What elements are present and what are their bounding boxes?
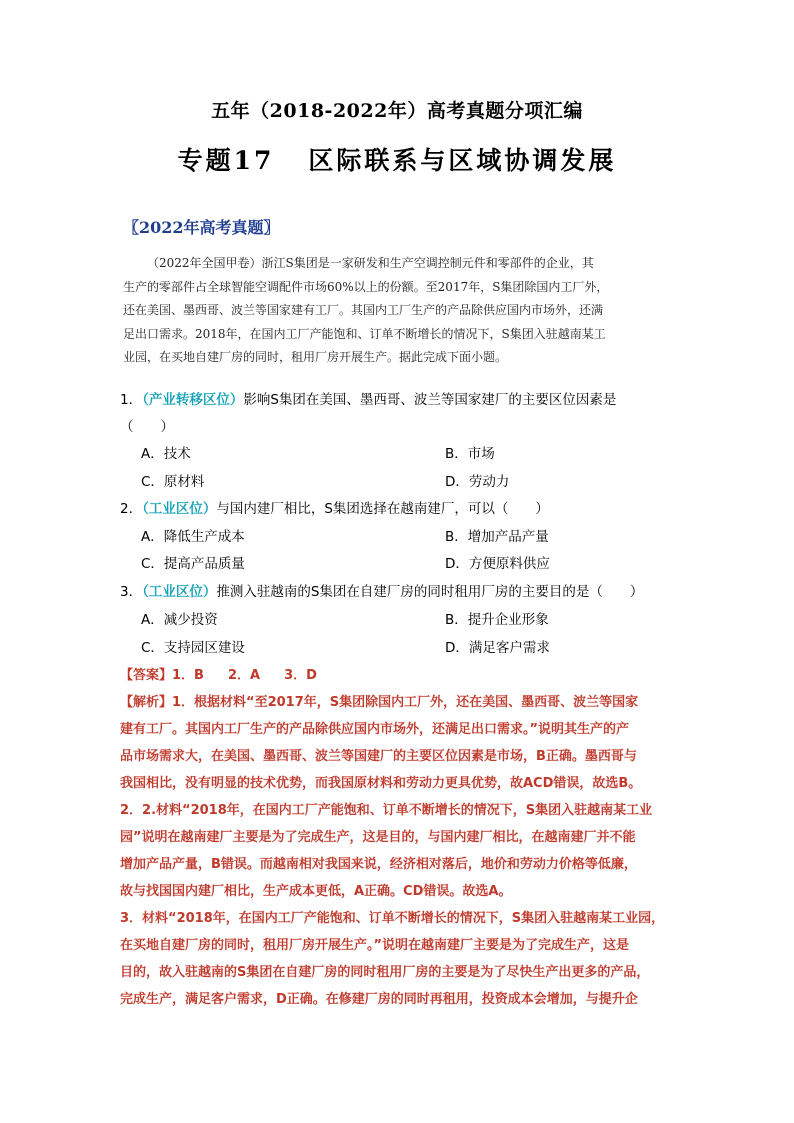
question-tag: （工业区位） xyxy=(142,501,217,517)
passage-line: 生产的零部件占全球智能空调配件市场60%以上的份额。至2017年，S集团除国内工厂外， xyxy=(123,279,609,294)
question-1 xyxy=(120,388,616,408)
option-c: C．支持园区建设 xyxy=(141,640,245,656)
option-a: A．技术 xyxy=(141,446,191,462)
section-heading: 〖2022年高考真题〗 xyxy=(123,218,280,237)
question-stem: 影响S集团在美国、墨西哥、波兰等国家建厂的主要区位因素是 xyxy=(243,392,617,408)
question-stem: 与国内建厂相比，S集团选择在越南建厂，可以（ ） xyxy=(216,501,549,517)
option-b: B．提升企业形象 xyxy=(445,612,549,628)
analysis-block xyxy=(120,689,685,1013)
question-number: 1． xyxy=(120,392,143,408)
analysis-line: 完成生产，满足客户需求，D正确。在修建厂房的同时再租用，投资成本会增加，与提升企 xyxy=(120,992,638,1007)
option-c: C．原材料 xyxy=(141,474,205,490)
analysis-line: 品市场需求大，在美国、墨西哥、波兰等国建厂的主要区位因素是市场，B正确。墨西哥与 xyxy=(120,749,637,764)
analysis-line: 3．材料“2018年，在国内工厂产能饱和、订单不断增长的情况下，S集团入驻越南某工业园， xyxy=(120,911,665,926)
analysis-line: 【解析】1．根据材料“至2017年，S集团除国内工厂外，还在美国、墨西哥、波兰等国家 xyxy=(120,695,639,710)
passage-line: （2022年全国甲卷）浙江S集团是一家研发和生产空调控制元件和零部件的企业，其 xyxy=(147,256,594,270)
answer-item: 3．D xyxy=(284,668,317,683)
option-a: A．降低生产成本 xyxy=(141,529,245,545)
question-number: 3． xyxy=(120,584,143,600)
analysis-line: 在买地自建厂房的同时，租用厂房开展生产。”说明在越南建厂主要是为了完成生产，这是 xyxy=(120,938,630,953)
passage-line: 足出口需求。2018年，在国内工厂产能饱和、订单不断增长的情况下，S集团入驻越南某工 xyxy=(123,326,606,341)
option-d: D．方便原料供应 xyxy=(445,556,550,572)
option-d: D．劳动力 xyxy=(445,474,510,490)
option-b: B．增加产品产量 xyxy=(445,529,549,545)
question-number: 2． xyxy=(120,501,143,517)
topic-title xyxy=(0,141,794,177)
topic-number: 专题17 xyxy=(177,146,275,175)
passage-line: 还在美国、墨西哥、波兰等国家建有工厂。其国内工厂生产的产品除供应国内市场外，还满 xyxy=(123,303,604,318)
analysis-line: 我国相比，没有明显的技术优势，而我国原材料和劳动力更具优势，故ACD错误，故选B。 xyxy=(120,776,642,791)
question-3 xyxy=(120,580,643,600)
answer-item: 1．B xyxy=(172,668,204,683)
doc-title: 五年（2018-2022年）高考真题分项汇编 xyxy=(211,100,583,122)
analysis-line: 目的，故入驻越南的S集团在自建厂房的同时租用厂房的主要是为了尽快生产出更多的产品， xyxy=(120,965,650,980)
question-stem: 推测入驻越南的S集团在自建厂房的同时租用厂房的主要目的是（ ） xyxy=(216,584,644,600)
option-d: D．满足客户需求 xyxy=(445,640,550,656)
option-b: B．市场 xyxy=(445,446,495,462)
answer-label: 【答案】 xyxy=(120,668,173,683)
analysis-line: 增加产品产量，B错误。而越南相对我国来说，经济相对落后，地价和劳动力价格等低廉， xyxy=(120,857,637,872)
option-a: A．减少投资 xyxy=(141,612,218,628)
answer-item: 2．A xyxy=(227,668,261,683)
question-1-bracket: （ ） xyxy=(120,419,174,435)
analysis-line: 2．2.材料“2018年，在国内工厂产能饱和、订单不断增长的情况下，S集团入驻越南某工业 xyxy=(120,803,653,818)
passage-line: 业园，在买地自建厂房的同时，租用厂房开展生产。据此完成下面小题。 xyxy=(123,350,508,365)
material-passage xyxy=(123,252,678,370)
question-2 xyxy=(120,497,549,517)
option-c: C．提高产品质量 xyxy=(141,556,245,572)
topic-name: 区际联系与区域协调发展 xyxy=(308,146,617,175)
question-tag: （产业转移区位） xyxy=(142,392,244,408)
analysis-line: 园”说明在越南建厂主要是为了完成生产，这是目的，与国内建厂相比，在越南建厂并不能 xyxy=(120,830,636,845)
answer-line xyxy=(120,664,341,683)
analysis-line: 建有工厂。其国内工厂生产的产品除供应国内市场外，还满足出口需求。”说明其生产的产 xyxy=(120,722,630,737)
question-tag: （工业区位） xyxy=(142,584,217,600)
analysis-line: 故与找国国内建厂相比，生产成本更低，A正确。CD错误。故选A。 xyxy=(120,884,512,899)
